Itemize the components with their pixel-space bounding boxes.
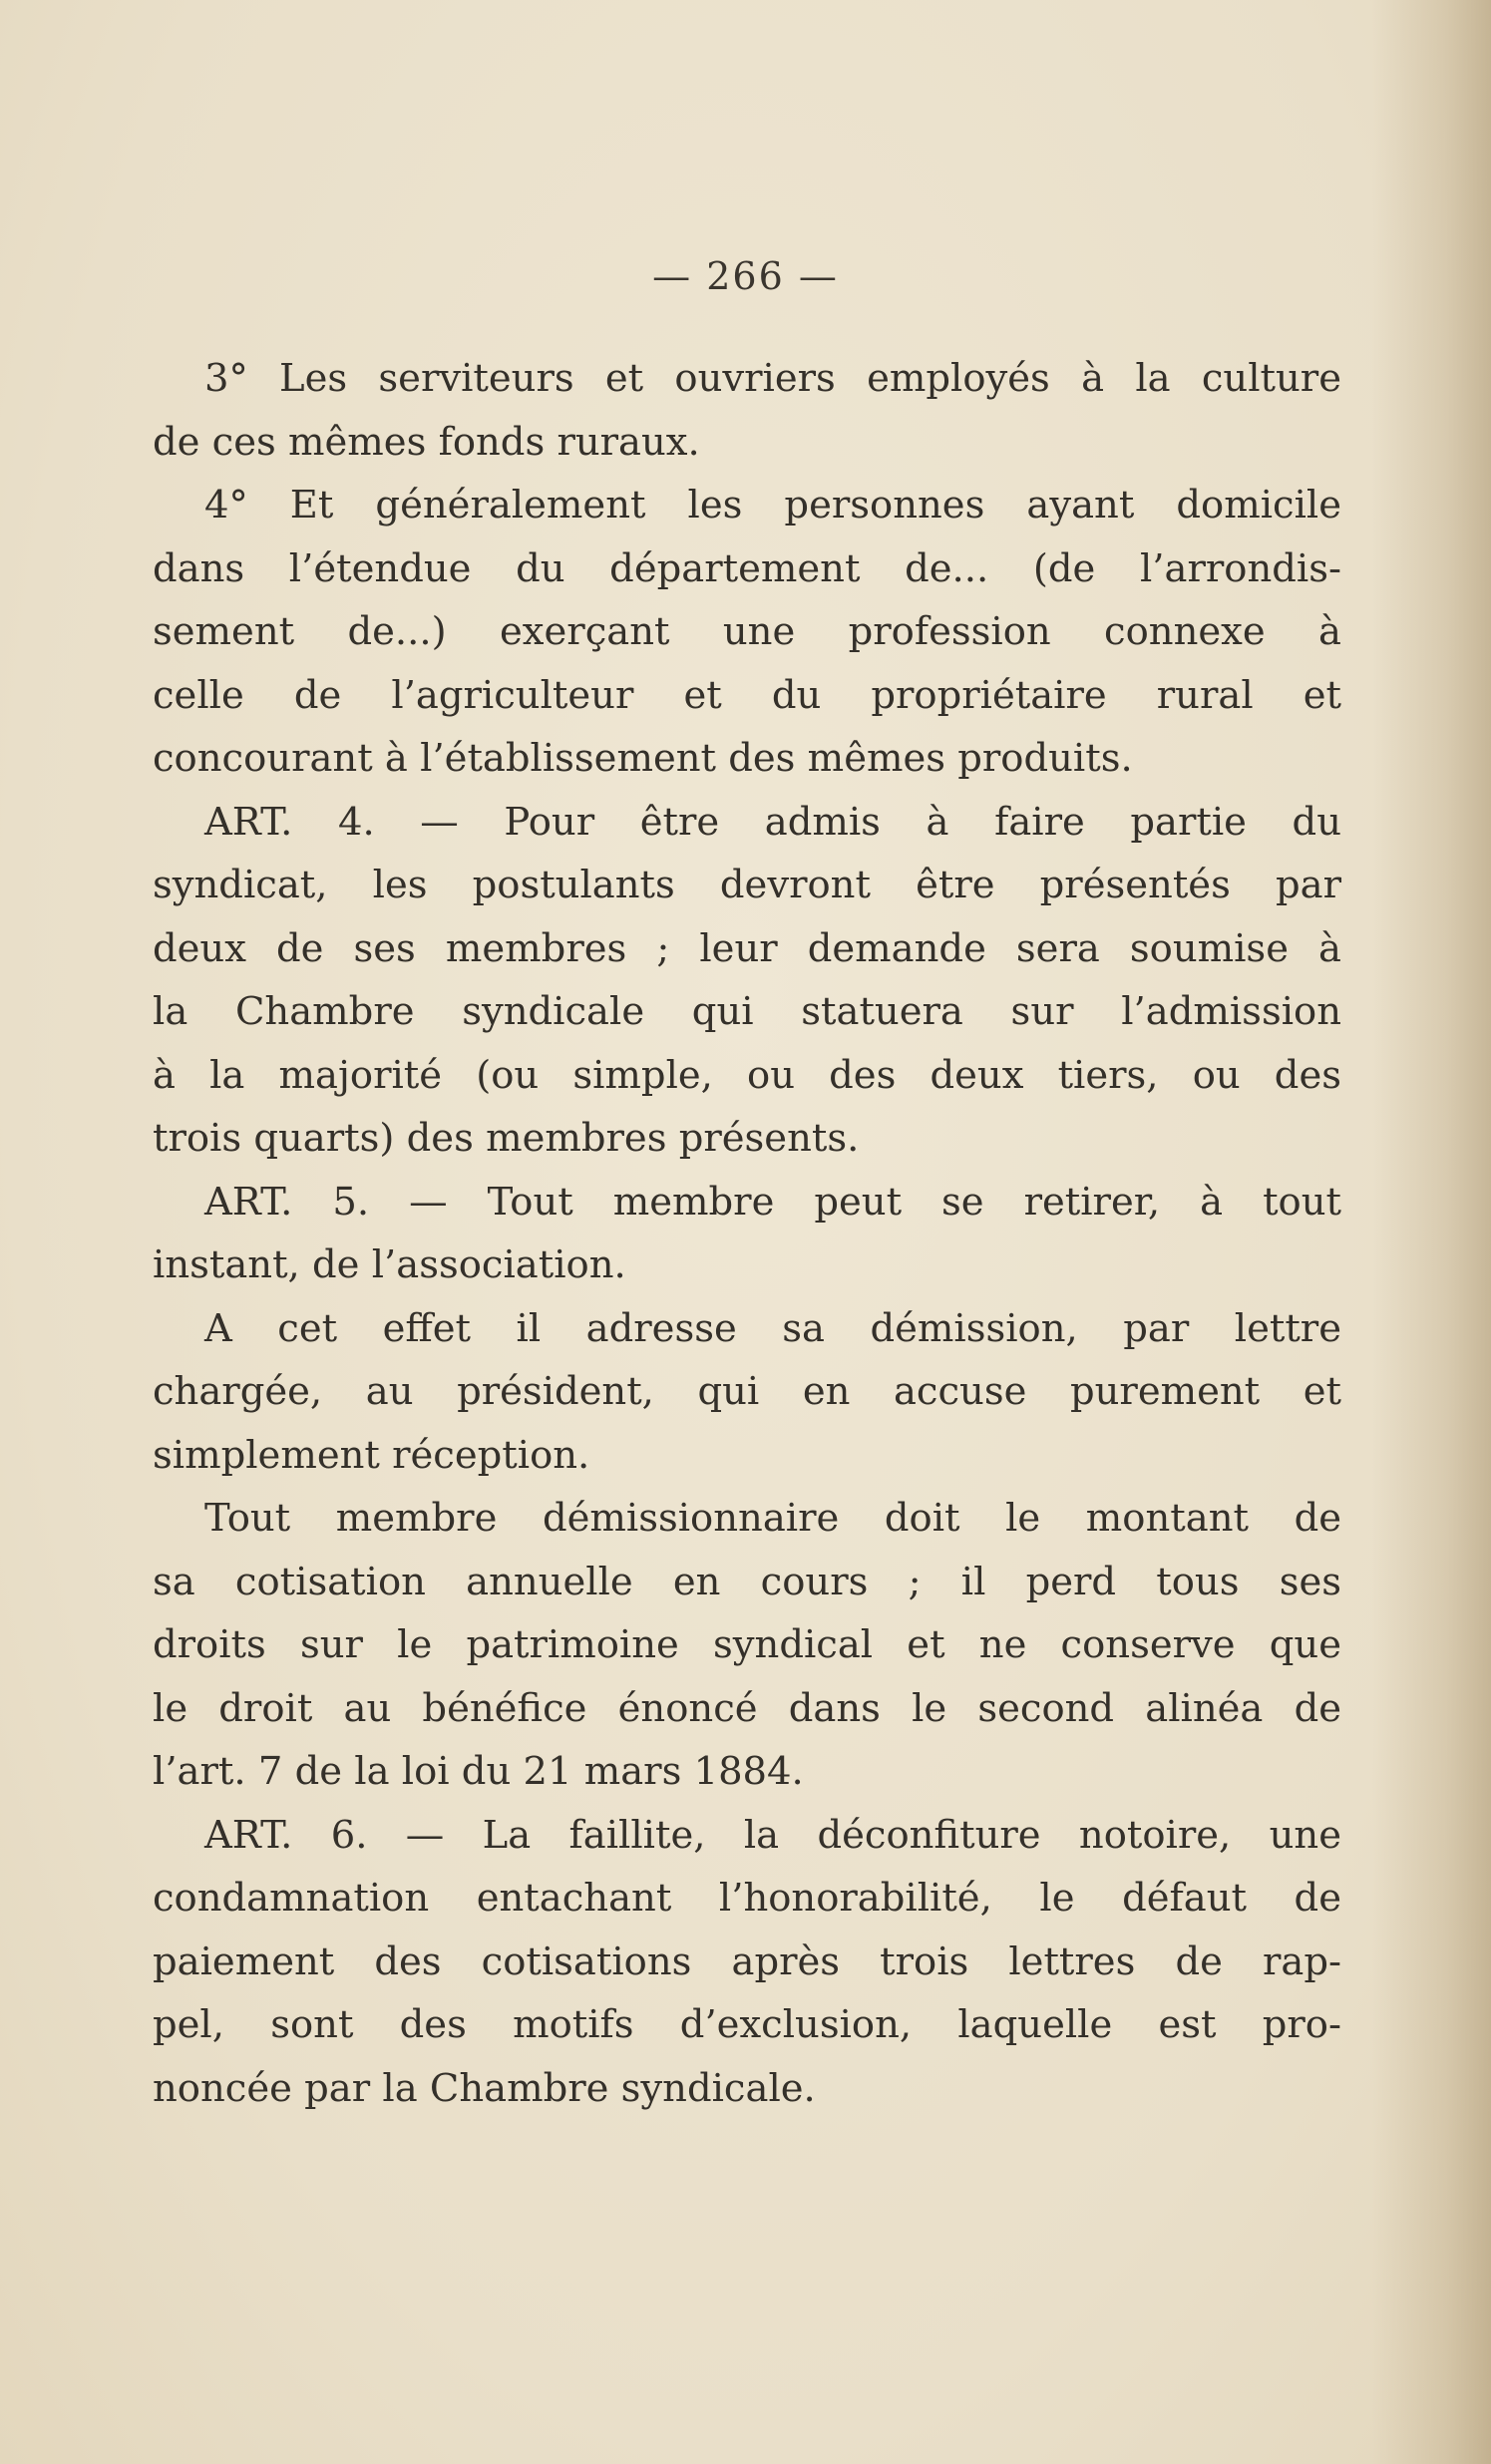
text-line: sement de...) exerçant une profession connexe à xyxy=(153,609,1341,654)
text-line: droits sur le patrimoine syndical et ne conserve que xyxy=(153,1622,1341,1667)
text-line: 4° Et généralement les personnes ayant domicile xyxy=(204,483,1341,528)
text-line: concourant à l’établissement des mêmes produits. xyxy=(153,736,1133,781)
text-line: la Chambre syndicale qui statuera sur l’admission xyxy=(153,989,1341,1034)
body-text xyxy=(153,347,1341,2120)
text-line: simplement réception. xyxy=(153,1432,590,1478)
text-line: ART. 6. — La faillite, la déconfiture notoire, une xyxy=(204,1812,1341,1858)
text-line: instant, de l’association. xyxy=(153,1242,626,1287)
text-line: Tout membre démissionnaire doit le montant de xyxy=(204,1496,1341,1541)
text-line: celle de l’agriculteur et du propriétaire rural et xyxy=(153,672,1341,718)
text-line: condamnation entachant l’honorabilité, le défaut de xyxy=(153,1876,1341,1921)
text-line: de ces mêmes fonds ruraux. xyxy=(153,419,700,465)
text-line: ART. 5. — Tout membre peut se retirer, à tout xyxy=(204,1179,1341,1225)
text-line: deux de ses membres ; leur demande sera soumise à xyxy=(153,925,1341,971)
text-line: le droit au bénéfice énoncé dans le second alinéa de xyxy=(153,1685,1341,1731)
text-line: 3° Les serviteurs et ouvriers employés à la culture xyxy=(204,356,1341,401)
text-line: noncée par la Chambre syndicale. xyxy=(153,2065,816,2111)
text-line: chargée, au président, qui en accuse purement et xyxy=(153,1369,1341,1414)
text-line: sa cotisation annuelle en cours ; il perd tous ses xyxy=(153,1559,1341,1604)
page-number: — 266 — xyxy=(652,254,839,298)
text-line: trois quarts) des membres présents. xyxy=(153,1116,860,1161)
text-line: syndicat, les postulants devront être présentés par xyxy=(153,863,1341,907)
text-line: pel, sont des motifs d’exclusion, laquelle est pro- xyxy=(153,2002,1341,2047)
text-line: paiement des cotisations après trois lettres de rap- xyxy=(153,1938,1341,1984)
text-line: l’art. 7 de la loi du 21 mars 1884. xyxy=(153,1749,804,1794)
text-line: à la majorité (ou simple, ou des deux tiers, ou des xyxy=(153,1052,1341,1098)
text-line: ART. 4. — Pour être admis à faire partie du xyxy=(204,799,1341,845)
text-line: A cet effet il adresse sa démission, par lettre xyxy=(204,1305,1341,1351)
text-line: dans l’étendue du département de... (de l’arrondis- xyxy=(153,545,1341,591)
